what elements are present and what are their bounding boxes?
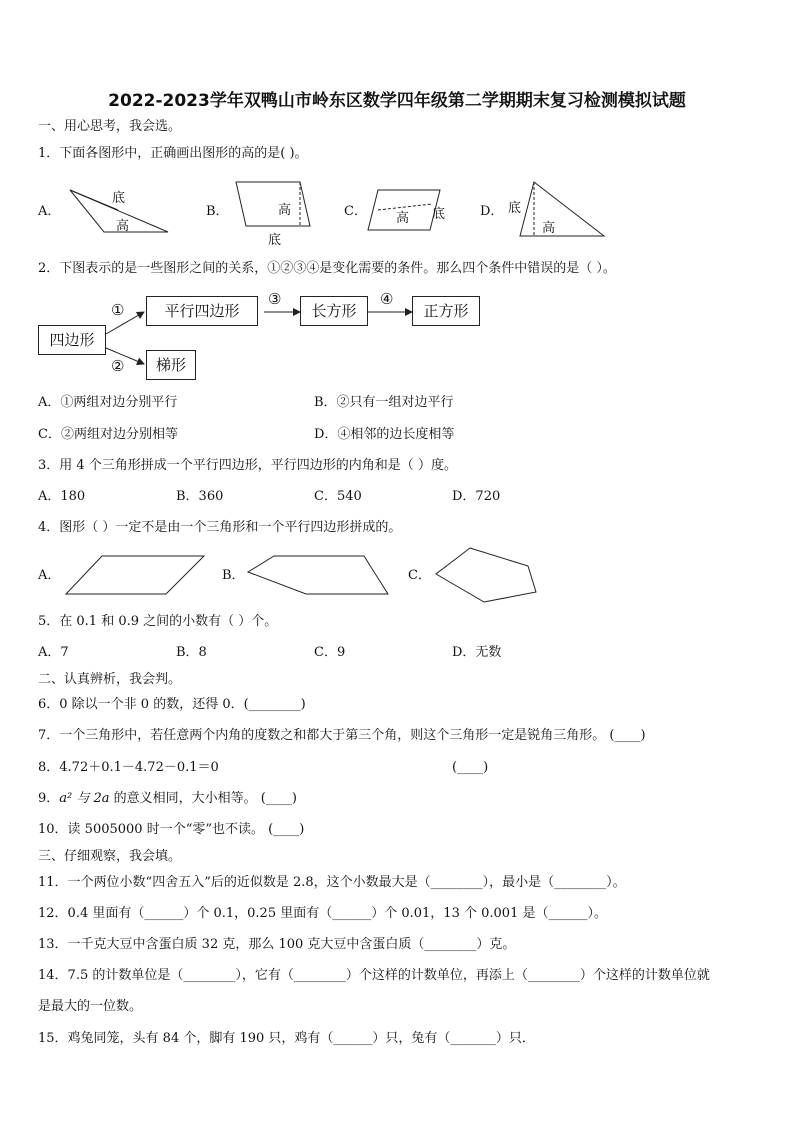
q3-option-c: C．540 [314, 489, 362, 504]
q2-option-c: C．②两组对边分别相等 [38, 427, 178, 442]
question-8: 8．4.72＋0.1－4.72－0.1＝0 [38, 760, 219, 775]
q2-box-square: 正方形 [412, 296, 480, 326]
q2-option-d: D．④相邻的边长度相等 [314, 427, 455, 442]
q2-option-a: A．①两组对边分别平行 [38, 395, 178, 410]
q2-option-b: B．②只有一组对边平行 [314, 395, 454, 410]
question-6: 6．0 除以一个非 0 的数，还得 0．(________) [38, 697, 306, 712]
q2-condition-1: ① [111, 301, 125, 319]
q1-option-b-label: B． [206, 204, 229, 219]
question-1: 1．下面各图形中，正确画出图形的高的是( )。 [38, 146, 308, 161]
q1-a-height-label: 高 [116, 219, 130, 234]
q2-condition-4: ④ [380, 290, 394, 308]
question-9-rest: 的意义相同，大小相等。 (____) [109, 791, 297, 806]
section-3-heading: 三、仔细观察，我会填。 [38, 849, 182, 864]
q2-box-parallelogram: 平行四边形 [146, 296, 258, 326]
q2-box-trapezoid: 梯形 [146, 350, 196, 380]
section-2-heading: 二、认真辨析，我会判。 [38, 672, 182, 687]
q2-condition-3: ③ [268, 290, 282, 308]
question-5: 5．在 0.1 和 0.9 之间的小数有（ ）个。 [38, 614, 278, 629]
q1-figure-c [366, 184, 456, 236]
question-4: 4．图形（ ）一定不是由一个三角形和一个平行四边形拼成的。 [38, 520, 402, 535]
q5-option-d: D．无数 [452, 645, 502, 660]
question-14-line-1: 14．7.5 的计数单位是（________），它有（________）个这样的计数单位，再添上（________）个这样的计数单位就 [38, 968, 710, 983]
q1-b-base-label: 底 [268, 233, 282, 248]
question-15: 15．鸡兔同笼，头有 84 个，脚有 190 只，鸡有（______）只，兔有（_______）只． [38, 1031, 535, 1046]
q1-figure-d [504, 178, 608, 240]
q3-option-a: A．180 [38, 489, 86, 504]
q5-option-c: C．9 [314, 645, 346, 660]
q3-option-b: B．360 [176, 489, 224, 504]
q5-option-a: A．7 [38, 645, 69, 660]
q2-box-rectangle: 长方形 [300, 296, 368, 326]
question-10: 10．读 5005000 时一个“零”也不读。 (____) [38, 822, 305, 837]
page-title: 2022-2023学年双鸭山市岭东区数学四年级第二学期期末复习检测模拟试题 [108, 91, 686, 111]
question-3: 3．用 4 个三角形拼成一个平行四边形，平行四边形的内角和是（ ）度。 [38, 458, 457, 473]
question-9 [38, 790, 297, 808]
q4-figure-b [244, 552, 392, 598]
q1-figure-b [230, 178, 320, 248]
question-11: 11．一个两位小数“四舍五入”后的近似数是 2.8，这个小数最大是（________），最小是（________）。 [38, 875, 626, 890]
question-14-line-2: 是最大的一位数。 [38, 999, 143, 1014]
q1-d-height-label: 高 [542, 221, 556, 236]
q1-option-a-label: A． [38, 204, 61, 219]
question-2: 2．下图表示的是一些图形之间的关系，①②③④是变化需要的条件。那么四个条件中错误的是（ ）。 [38, 261, 616, 276]
q4-figure-c [432, 544, 540, 606]
q3-option-d: D．720 [452, 489, 501, 504]
q1-option-c-label: C． [344, 204, 367, 219]
q1-b-height-label: 高 [278, 203, 292, 218]
q4-option-a-label: A． [38, 568, 61, 583]
q2-box-quadrilateral: 四边形 [38, 325, 106, 355]
section-1-heading: 一、用心思考，我会选。 [38, 119, 182, 134]
question-9-number: 9． [38, 791, 60, 806]
q1-c-height-label: 高 [396, 211, 410, 226]
q1-figure-a [64, 184, 174, 236]
question-7: 7．一个三角形中，若任意两个内角的度数之和都大于第三个角，则这个三角形一定是锐角三角形。 (____) [38, 728, 646, 743]
q1-a-base-label: 底 [112, 191, 126, 206]
q2-condition-2: ② [111, 357, 125, 375]
q1-d-base-label: 底 [508, 201, 522, 216]
q1-c-base-label: 底 [432, 207, 446, 222]
q4-option-c-label: C． [408, 568, 431, 583]
q4-figure-a [62, 552, 208, 598]
question-12: 12．0.4 里面有（______）个 0.1，0.25 里面有（______）个 0.01，13 个 0.001 是（______）。 [38, 906, 607, 921]
q1-option-d-label: D． [480, 204, 504, 219]
question-9-expression: a² 与 2a [59, 791, 110, 806]
q4-option-b-label: B． [222, 568, 245, 583]
question-13: 13．一千克大豆中含蛋白质 32 克，那么 100 克大豆中含蛋白质（________）克。 [38, 937, 516, 952]
question-8-blank: (____) [452, 760, 489, 775]
q5-option-b: B．8 [176, 645, 207, 660]
